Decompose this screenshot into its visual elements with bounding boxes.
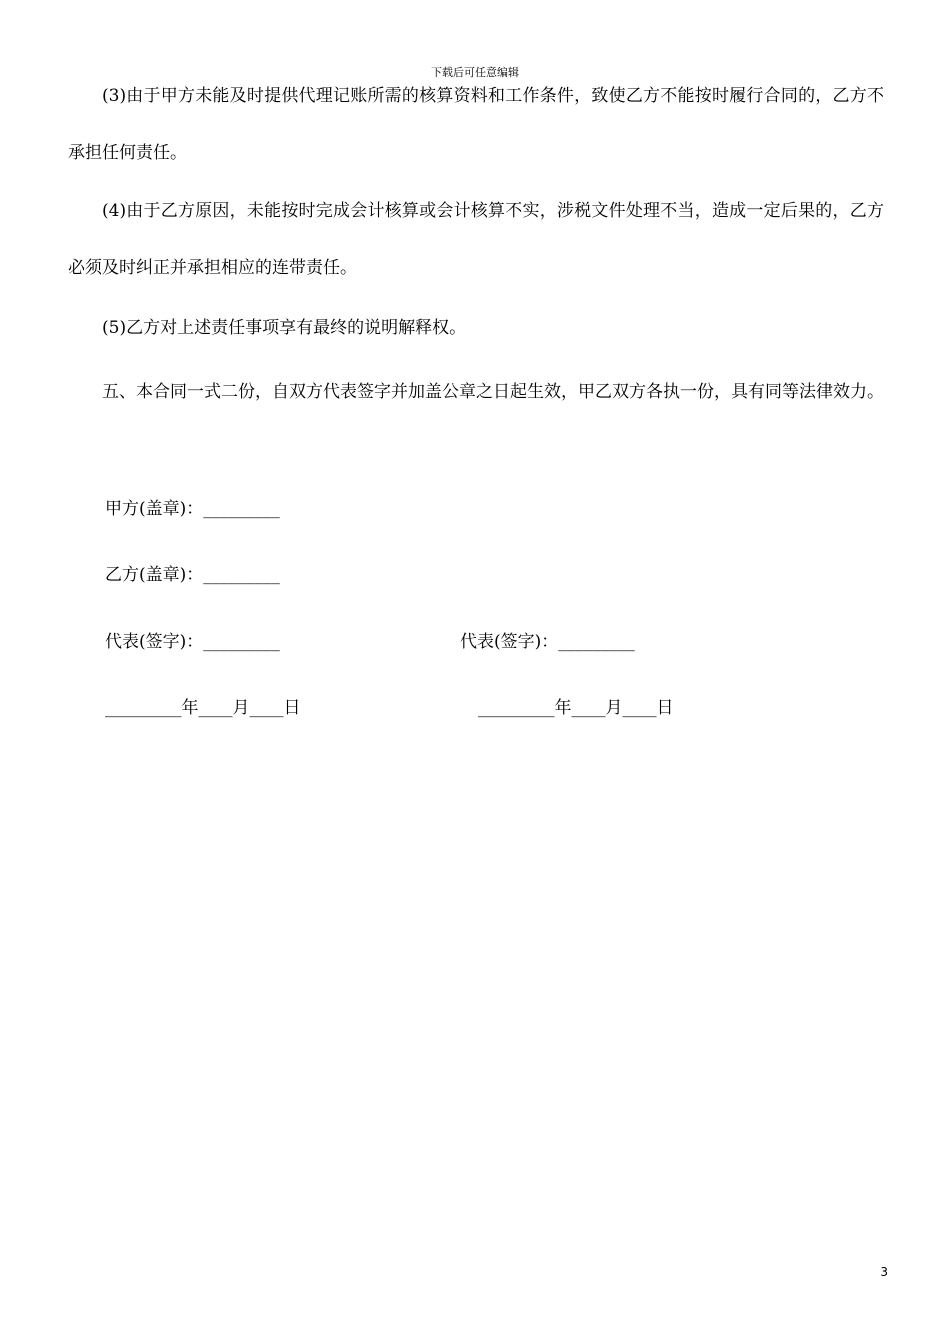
representative-signature-right: 代表(签字)：_________ — [460, 632, 635, 652]
party-a-seal-line: 甲方(盖章)：_________ — [105, 499, 280, 519]
page-header-note: 下载后可任意编辑 — [431, 66, 519, 79]
page-number: 3 — [880, 1265, 888, 1279]
date-line-left: _________年____月____日 — [105, 698, 301, 718]
representative-signature-left: 代表(签字)：_________ — [105, 632, 280, 652]
party-b-seal-line: 乙方(盖章)：_________ — [105, 565, 280, 585]
clause-five-effectiveness: 五、本合同一式二份，自双方代表签字并加盖公章之日起生效，甲乙双方各执一份，具有同等法律效力。 — [102, 382, 884, 402]
date-line-right: _________年____月____日 — [478, 698, 674, 718]
clause-3: (3)由于甲方未能及时提供代理记账所需的核算资料和工作条件，致使乙方不能按时履行合同的，乙方不承担任何责任。 — [68, 86, 884, 163]
clause-5: (5)乙方对上述责任事项享有最终的说明解释权。 — [102, 318, 467, 338]
clause-4: (4)由于乙方原因，未能按时完成会计核算或会计核算不实，涉税文件处理不当，造成一定后果的，乙方必须及时纠正并承担相应的连带责任。 — [68, 201, 884, 278]
